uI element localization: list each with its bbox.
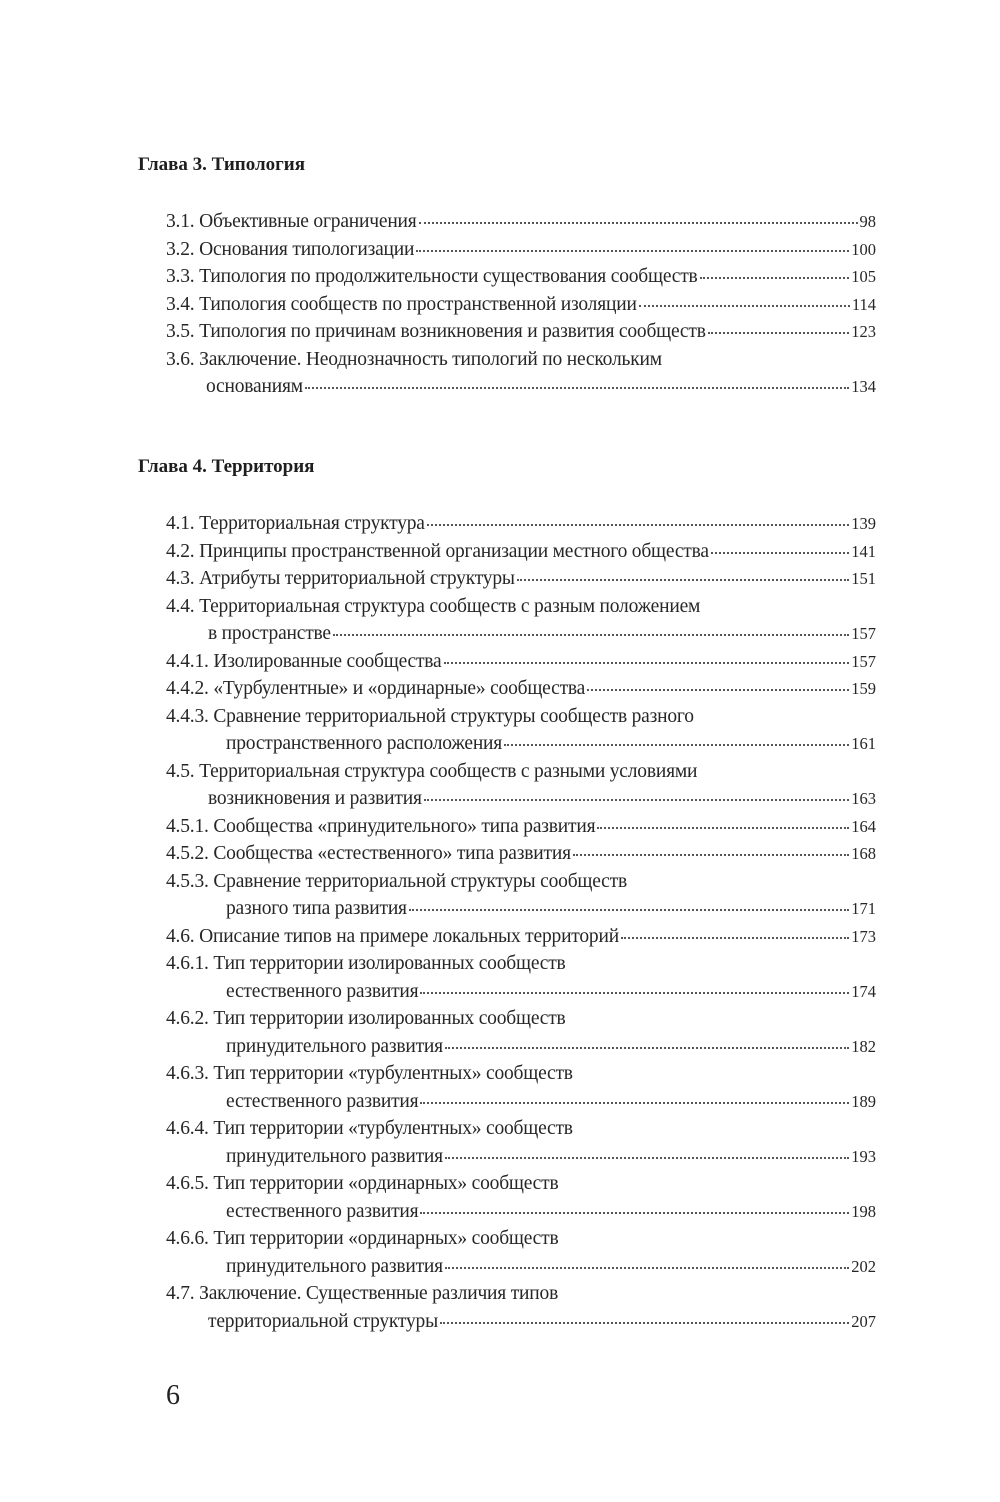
toc-entry-title: 3.2. Основания типологизации [166,238,415,260]
dot-leader [597,827,849,829]
toc-entry-title: разного типа развития [226,898,407,919]
toc-entry-title: 3.4. Типология сообществ по пространственной изоляции [166,293,637,315]
dot-leader [639,305,850,307]
toc-entry-title: 3.1. Объективные ограничения [166,211,417,232]
dot-leader [621,937,849,939]
toc-entry[interactable] [166,236,876,264]
toc-entry-title: территориальной структуры [208,1310,438,1332]
toc-entry-title: 4.5.2. Сообщества «естественного» типа развития [166,843,571,864]
toc-entry-title: основаниям [206,376,303,397]
toc-entry-title: естественного развития [226,1090,419,1112]
dot-leader [424,799,850,801]
toc-line [166,1280,876,1308]
toc-entry-title: 4.4.3. Сравнение территориальной структуры сообществ разного [166,705,694,727]
toc-line [166,593,876,621]
dot-leader [445,1157,849,1159]
toc-entry-title: 4.6. Описание типов на примере локальных территорий [166,925,619,947]
toc-line [166,208,876,236]
toc-entry[interactable] [166,1115,876,1170]
toc-line [166,1253,876,1281]
toc-entry[interactable] [166,263,876,291]
toc-line [166,373,876,401]
dot-leader [444,662,850,664]
dot-leader [708,332,850,334]
toc-entry[interactable] [166,1225,876,1280]
toc-entry[interactable] [166,1005,876,1060]
toc-entry-title: 4.6.3. Тип территории «турбулентных» сообществ [166,1063,573,1084]
toc-line [166,1170,876,1198]
toc-line [166,538,876,566]
dot-leader [504,744,849,746]
toc-line [166,950,876,978]
toc-line [166,1198,876,1226]
toc-line [166,510,876,538]
toc-entry-title: 4.5.1. Сообщества «принудительного» типа развития [166,815,596,837]
toc-entry-title: пространственного расположения [226,733,503,754]
toc-page-number: 171 [851,899,876,918]
dot-leader [517,579,849,581]
toc-line [166,1225,876,1253]
dot-leader [711,552,849,554]
toc-page-number: 189 [851,1091,876,1111]
toc-entry[interactable] [166,291,876,319]
toc-line [166,978,876,1006]
toc-line [166,1143,876,1171]
toc-entry[interactable] [166,318,876,346]
toc-page-number: 163 [851,789,876,808]
toc-line [166,1033,876,1061]
toc-entry[interactable] [166,538,876,566]
toc-page-number: 159 [851,679,876,698]
toc-entry-title: 4.6.4. Тип территории «турбулентных» сообществ [166,1118,573,1139]
toc-line [166,263,876,291]
toc-page-number: 105 [851,267,876,286]
toc-entry-title: 4.6.6. Тип территории «ординарных» сообществ [166,1228,559,1249]
toc-line [166,840,876,868]
dot-leader [445,1267,849,1269]
toc-page-number: 134 [851,377,876,396]
toc-entry[interactable] [166,1170,876,1225]
toc-line [166,703,876,731]
toc-line [166,1005,876,1033]
dot-leader [440,1322,849,1324]
toc-page-number: 193 [851,1146,876,1166]
toc-line [166,1060,876,1088]
toc-entry-title: естественного развития [226,1200,419,1222]
toc-entry-title: 4.2. Принципы пространственной организации местного общества [166,540,709,562]
toc-entry[interactable] [166,593,876,648]
dot-leader [420,992,849,994]
toc-line [166,1088,876,1116]
dot-leader [573,854,849,856]
toc-entry[interactable] [166,703,876,758]
toc-entry[interactable] [166,758,876,813]
chapter-4-toc [166,510,876,1335]
toc-entry-title: в пространстве [208,623,331,644]
dot-leader [305,387,849,389]
dot-leader [333,634,849,636]
toc-entry[interactable] [166,675,876,703]
toc-line [166,620,876,648]
toc-page-number: 114 [851,294,876,314]
toc-page-number: 161 [851,734,876,753]
dot-leader [419,222,858,224]
toc-line [166,318,876,346]
page-number: 6 [166,1380,180,1411]
toc-entry-title: 3.6. Заключение. Неоднозначность типологий по нескольким [166,348,662,370]
toc-entry-title: естественного развития [226,980,419,1002]
toc-entry[interactable] [166,950,876,1005]
toc-line [166,730,876,758]
toc-page-number: 174 [851,981,876,1001]
toc-entry[interactable] [166,510,876,538]
toc-line [166,895,876,923]
dot-leader [445,1047,849,1049]
toc-entry-title: 3.5. Типология по причинам возникновения и развития сообществ [166,321,706,342]
toc-entry-title: возникновения и развития [208,788,422,809]
toc-page-number: 202 [851,1256,876,1276]
toc-entry-title: 3.3. Типология по продолжительности существования сообществ [166,266,698,287]
toc-entry-title: 4.6.5. Тип территории «ординарных» сообществ [166,1173,559,1194]
chapter-3-title: Глава 3. Типология [138,154,305,175]
toc-entry[interactable] [166,813,876,841]
toc-entry-title: 4.3. Атрибуты территориальной структуры [166,568,515,589]
toc-line [166,648,876,676]
toc-entry[interactable] [166,840,876,868]
toc-entry[interactable] [166,868,876,923]
toc-line [166,1308,876,1336]
toc-page-number: 123 [851,322,876,341]
toc-page-number: 151 [851,569,876,588]
toc-entry-title: 4.4.2. «Турбулентные» и «ординарные» сообщества [166,678,586,699]
toc-page-number: 168 [851,844,876,863]
toc-page-number: 157 [851,651,876,671]
toc-entry-title: принудительного развития [226,1255,443,1277]
toc-page-number: 141 [851,541,876,561]
toc-page-number: 164 [851,816,876,836]
dot-leader [700,277,850,279]
toc-entry-title: 4.5.3. Сравнение территориальной структуры сообществ [166,870,627,892]
toc-line [166,758,876,786]
toc-page-number: 157 [851,624,876,643]
toc-entry-title: принудительного развития [226,1145,443,1167]
toc-entry[interactable] [166,648,876,676]
toc-entry-title: 4.7. Заключение. Существенные различия типов [166,1283,559,1304]
toc-page-number: 100 [851,239,876,259]
dot-leader [420,1212,849,1214]
chapter-3-toc [166,208,876,401]
toc-entry-title: 4.4.1. Изолированные сообщества [166,650,442,672]
toc-page-number: 98 [859,212,876,231]
dot-leader [416,250,849,252]
dot-leader [420,1102,849,1104]
toc-page-number: 182 [851,1036,876,1056]
toc-line [166,813,876,841]
toc-line [166,868,876,896]
toc-entry[interactable] [166,346,876,401]
toc-page-number: 139 [851,514,876,533]
toc-entry-title: 4.4. Территориальная структура сообществ с разным положением [166,595,701,617]
toc-entry[interactable] [166,1060,876,1115]
toc-line [166,565,876,593]
chapter-4-title: Глава 4. Территория [138,456,315,477]
toc-line [166,785,876,813]
toc-entry[interactable] [166,565,876,593]
dot-leader [427,524,849,526]
toc-line [166,346,876,374]
toc-entry-title: 4.1. Территориальная структура [166,513,425,534]
dot-leader [587,689,849,691]
toc-line [166,675,876,703]
toc-entry[interactable] [166,208,876,236]
toc-entry[interactable] [166,1280,876,1335]
toc-page-number: 173 [851,926,876,946]
toc-page-number: 198 [851,1201,876,1221]
toc-line [166,1115,876,1143]
toc-page-number: 207 [851,1311,876,1331]
toc-entry-title: 4.5. Территориальная структура сообществ с разными условиями [166,760,698,782]
toc-line [166,923,876,951]
toc-entry[interactable] [166,923,876,951]
dot-leader [409,909,849,911]
toc-line [166,291,876,319]
toc-line [166,236,876,264]
toc-entry-title: 4.6.1. Тип территории изолированных сообществ [166,953,566,974]
toc-entry-title: принудительного развития [226,1035,443,1057]
toc-entry-title: 4.6.2. Тип территории изолированных сообществ [166,1008,566,1029]
